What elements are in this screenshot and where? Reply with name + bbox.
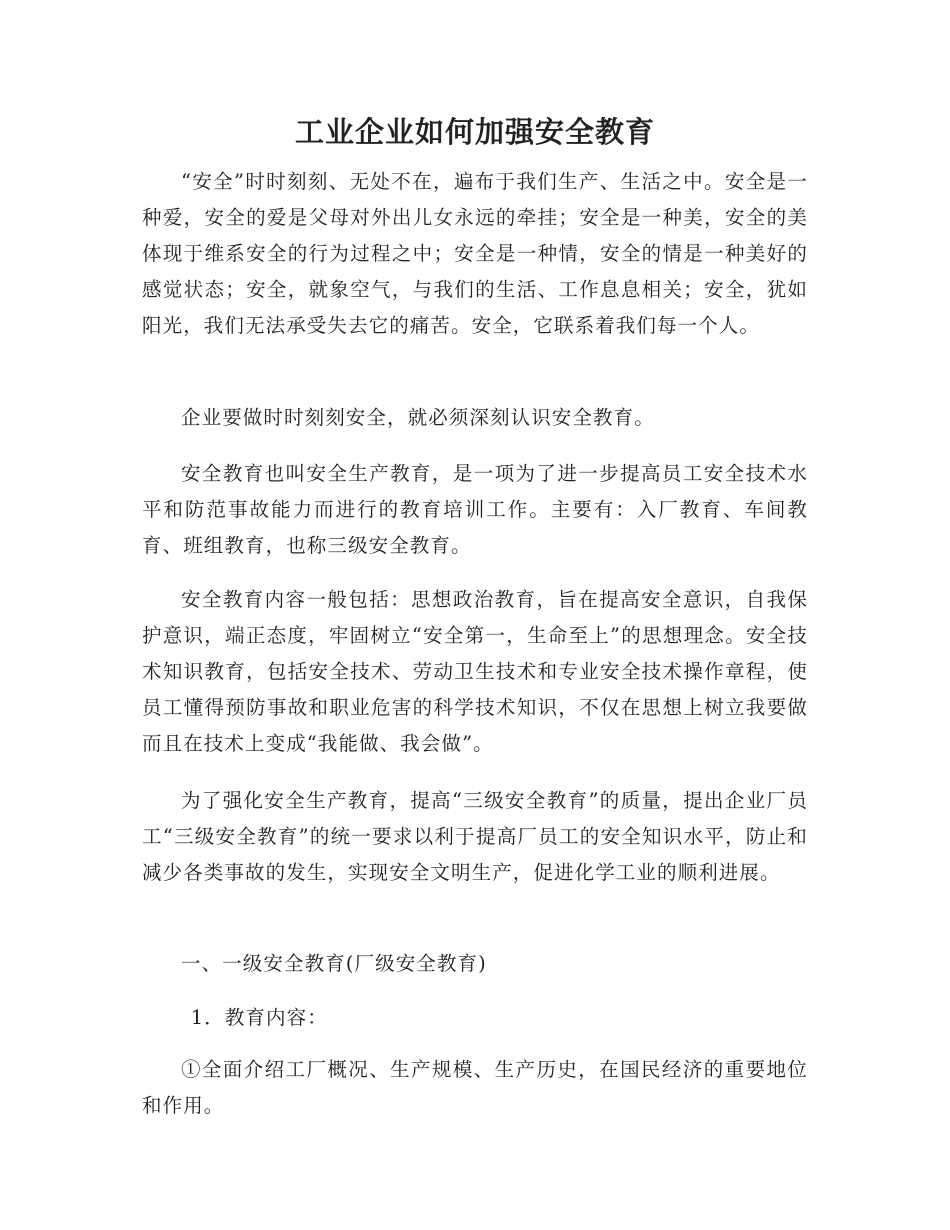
document-title: 工业企业如何加强安全教育 bbox=[294, 115, 655, 149]
paragraph-content: 安全教育内容一般包括：思想政治教育，旨在提高安全意识，自我保护意识，端正态度，牢固树立“安全第一，生命至上”的思想理念。安全技术知识教育，包括安全技术、劳动卫生技术和专业安全技术操作章程，使员工懂得预防事故和职业危害的科学技术知识，不仅在思想上树立我要做而且在技术上变成“我能做、我会做”。 bbox=[142, 588, 808, 755]
paragraph-safety-intro: “安全”时时刻刻、无处不在，遍布于我们生产、生活之中。安全是一种爱，安全的爱是父母对外出儿女永远的牵挂；安全是一种美，安全的美体现于维系安全的行为过程之中；安全是一种情，安全的情是一种美好的感觉状态；安全，就象空气，与我们的生活、工作息息相关；安全，犹如阳光，我们无法承受失去它的痛苦。安全，它联系着我们每一个人。 bbox=[142, 170, 808, 337]
list-item-factory-overview: ①全面介绍工厂概况、生产规模、生产历史，在国民经济的重要地位和作用。 bbox=[142, 1058, 808, 1117]
paragraph-definition: 安全教育也叫安全生产教育，是一项为了进一步提高员工安全技术水平和防范事故能力而进行的教育培训工作。主要有：入厂教育、车间教育、班组教育，也称三级安全教育。 bbox=[142, 462, 808, 557]
section-heading-level-one: 一、一级安全教育(厂级安全教育) bbox=[181, 952, 487, 975]
paragraph-purpose: 为了强化安全生产教育，提高“三级安全教育”的质量，提出企业厂员工“三级安全教育”的统一要求以利于提高厂员工的安全知识水平，防止和减少各类事故的发生，实现安全文明生产，促进化学工业的顺利进展。 bbox=[142, 789, 808, 884]
subsection-heading-content: 1．教育内容： bbox=[190, 1006, 328, 1029]
paragraph-awareness: 企业要做时时刻刻安全，就必须深刻认识安全教育。 bbox=[181, 406, 655, 429]
